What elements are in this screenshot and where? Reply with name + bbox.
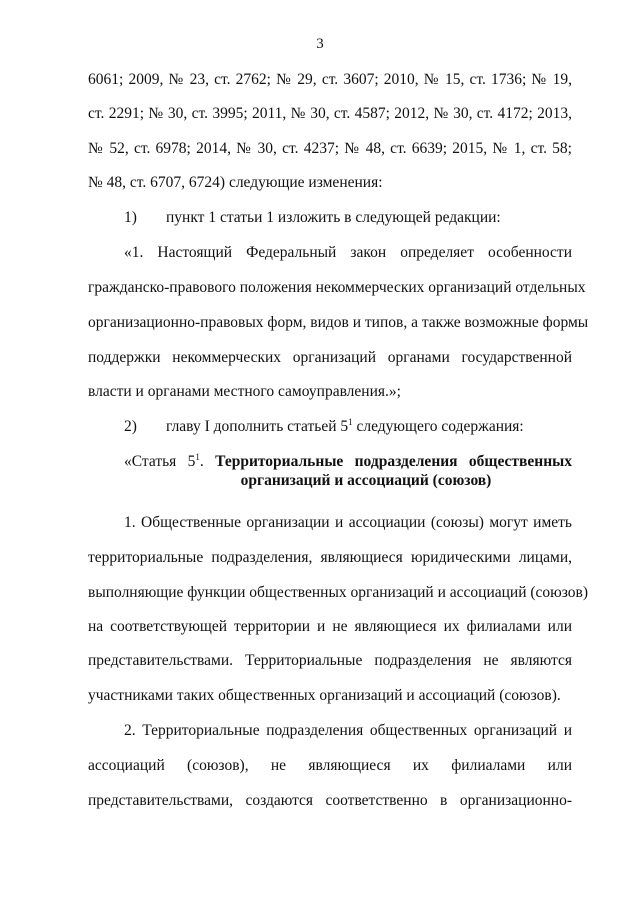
- text-line: власти и органами местного самоуправления.»;: [88, 383, 401, 400]
- list-item-text-part: главу I дополнить статьей 5: [166, 418, 349, 435]
- paragraph-first-line: 1. Общественные организации и ассоциации (союзы) могут иметь: [124, 514, 572, 531]
- text-line: представительствами. Территориальные подразделения не являются: [88, 652, 572, 669]
- article-heading: [124, 452, 572, 472]
- text-line: поддержки некоммерческих организаций органами государственной: [88, 349, 572, 366]
- page-number: 3: [316, 36, 324, 52]
- superscript: 1: [348, 416, 353, 427]
- paragraph-first-line: 2. Территориальные подразделения общественных организаций и: [124, 722, 572, 739]
- list-item-number: 1): [124, 209, 137, 226]
- quote-first-line: «1. Настоящий Федеральный закон определяет особенности: [124, 244, 572, 261]
- text-line: представительствами, создаются соответственно в организационно-: [88, 792, 572, 809]
- list-item-text: [166, 417, 524, 437]
- text-line: гражданско-правового положения некоммерческих организаций отдельных: [88, 279, 586, 296]
- text-line: организационно-правовых форм, видов и типов, а также возможные формы: [88, 314, 589, 331]
- superscript: 1: [195, 451, 200, 462]
- article-title-line-2: организаций и ассоциаций (союзов): [240, 472, 492, 489]
- list-item-text: пункт 1 статьи 1 изложить в следующей редакции:: [166, 209, 501, 226]
- text-line: территориальные подразделения, являющиеся юридическими лицами,: [88, 549, 572, 566]
- list-item-number: 2): [124, 418, 137, 435]
- text-line: участниками таких общественных организаций и ассоциаций (союзов).: [88, 687, 561, 704]
- text-line: № 52, ст. 6978; 2014, № 30, ст. 4237; № 48, ст. 6639; 2015, № 1, ст. 58;: [88, 140, 572, 157]
- text-line: на соответствующей территории и не являющиеся их филиалами или: [88, 618, 572, 635]
- list-item-text-part: следующего содержания:: [352, 418, 524, 435]
- text-line: 6061; 2009, № 23, ст. 2762; № 29, ст. 3607; 2010, № 15, ст. 1736; № 19,: [88, 71, 572, 88]
- text-line: ст. 2291; № 30, ст. 3995; 2011, № 30, ст. 4587; 2012, № 30, ст. 4172; 2013,: [88, 105, 572, 122]
- text-line: ассоциаций (союзов), не являющиеся их филиалами или: [88, 757, 572, 774]
- article-title-line-1: Территориальные подразделения общественных: [215, 453, 572, 470]
- article-prefix: «Статья $5^1$.: [124, 451, 204, 470]
- text-line: № 48, ст. 6707, 6724) следующие изменения:: [88, 174, 383, 191]
- text-line: выполняющие функции общественных организаций и ассоциаций (союзов): [88, 584, 589, 601]
